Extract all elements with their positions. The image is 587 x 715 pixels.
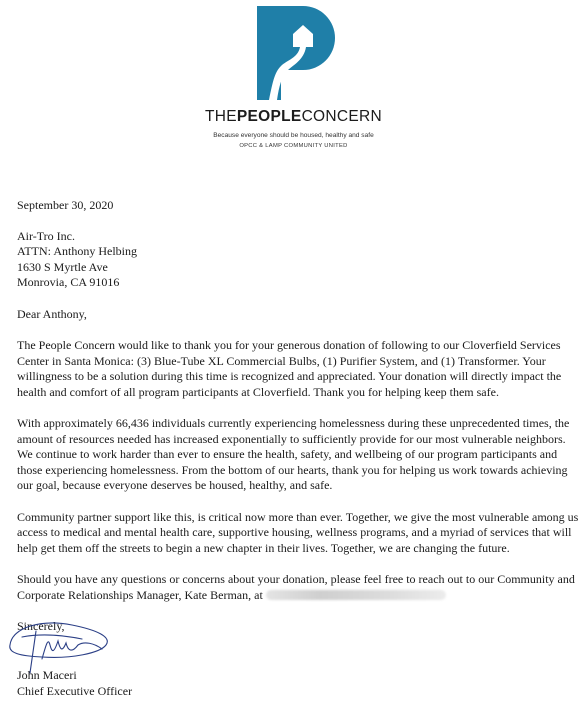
paragraph-contact [17, 572, 583, 603]
salutation: Dear Anthony, [17, 306, 87, 321]
recipient-address [17, 229, 583, 291]
paragraph-homelessness: With approximately 66,436 individuals currently experiencing homelessness during these unprecedented times, the amount of resources needed has increased exponentially to sufficiently provide for our most vulnerable neighbors. We continue to work harder than ever to ensure the health, safety, and wellbeing of our program participants and those experiencing homelessness. From the bottom of our hearts, thank you for helping us work towards achieving our goal, because everyone deserves be housed, healthy, and safe. [17, 416, 570, 492]
letter-date: September 30, 2020 [17, 198, 114, 212]
address-line: ATTN: Anthony Helbing [17, 244, 137, 258]
address-line: Monrovia, CA 91016 [17, 275, 120, 289]
people-concern-logo-icon [251, 6, 335, 100]
letter-body [17, 198, 583, 635]
redacted-email [266, 590, 446, 600]
contact-text: Should you have any questions or concerns about your donation, please feel free to reach out to our Community and Corporate Relationships Manager, Kate Berman, at [17, 572, 575, 602]
address-line: 1630 S Myrtle Ave [17, 259, 108, 274]
brand-name: THEPEOPLECONCERN [204, 108, 383, 125]
brand-subtagline: OPCC & LAMP COMMUNITY UNITED [239, 143, 348, 149]
brand-tagline: Because everyone should be housed, healthy and safe [213, 132, 374, 139]
signer-title: Chief Executive Officer [17, 683, 133, 698]
address-line: Air-Tro Inc. [17, 228, 75, 243]
paragraph-community: Community partner support like this, is critical now more than ever. Together, we give the most vulnerable among us access to medical and mental health care, supportive housing, wellness programs, and a myriad of services that will help get them off the streets to begin a new chapter in their lives. Together, we are changing the future. [17, 509, 579, 555]
paragraph-thanks: The People Concern would like to thank you for your generous donation of following to our Cloverfield Services Center in Santa Monica: (3) Blue-Tube XL Commercial Bulbs, (1) Purifier System, and (1) Transformer. Your willingness to be a solution during this time is recognized and appreciated. Your donation will directly impact the health and comfort of all program participants at Cloverfield. Thank you for helping keep them safe. [17, 338, 562, 399]
closing: Sincerely, [17, 619, 65, 633]
signer-name: John Maceri [17, 668, 77, 682]
letterhead [0, 0, 587, 160]
signer-block [17, 668, 132, 699]
